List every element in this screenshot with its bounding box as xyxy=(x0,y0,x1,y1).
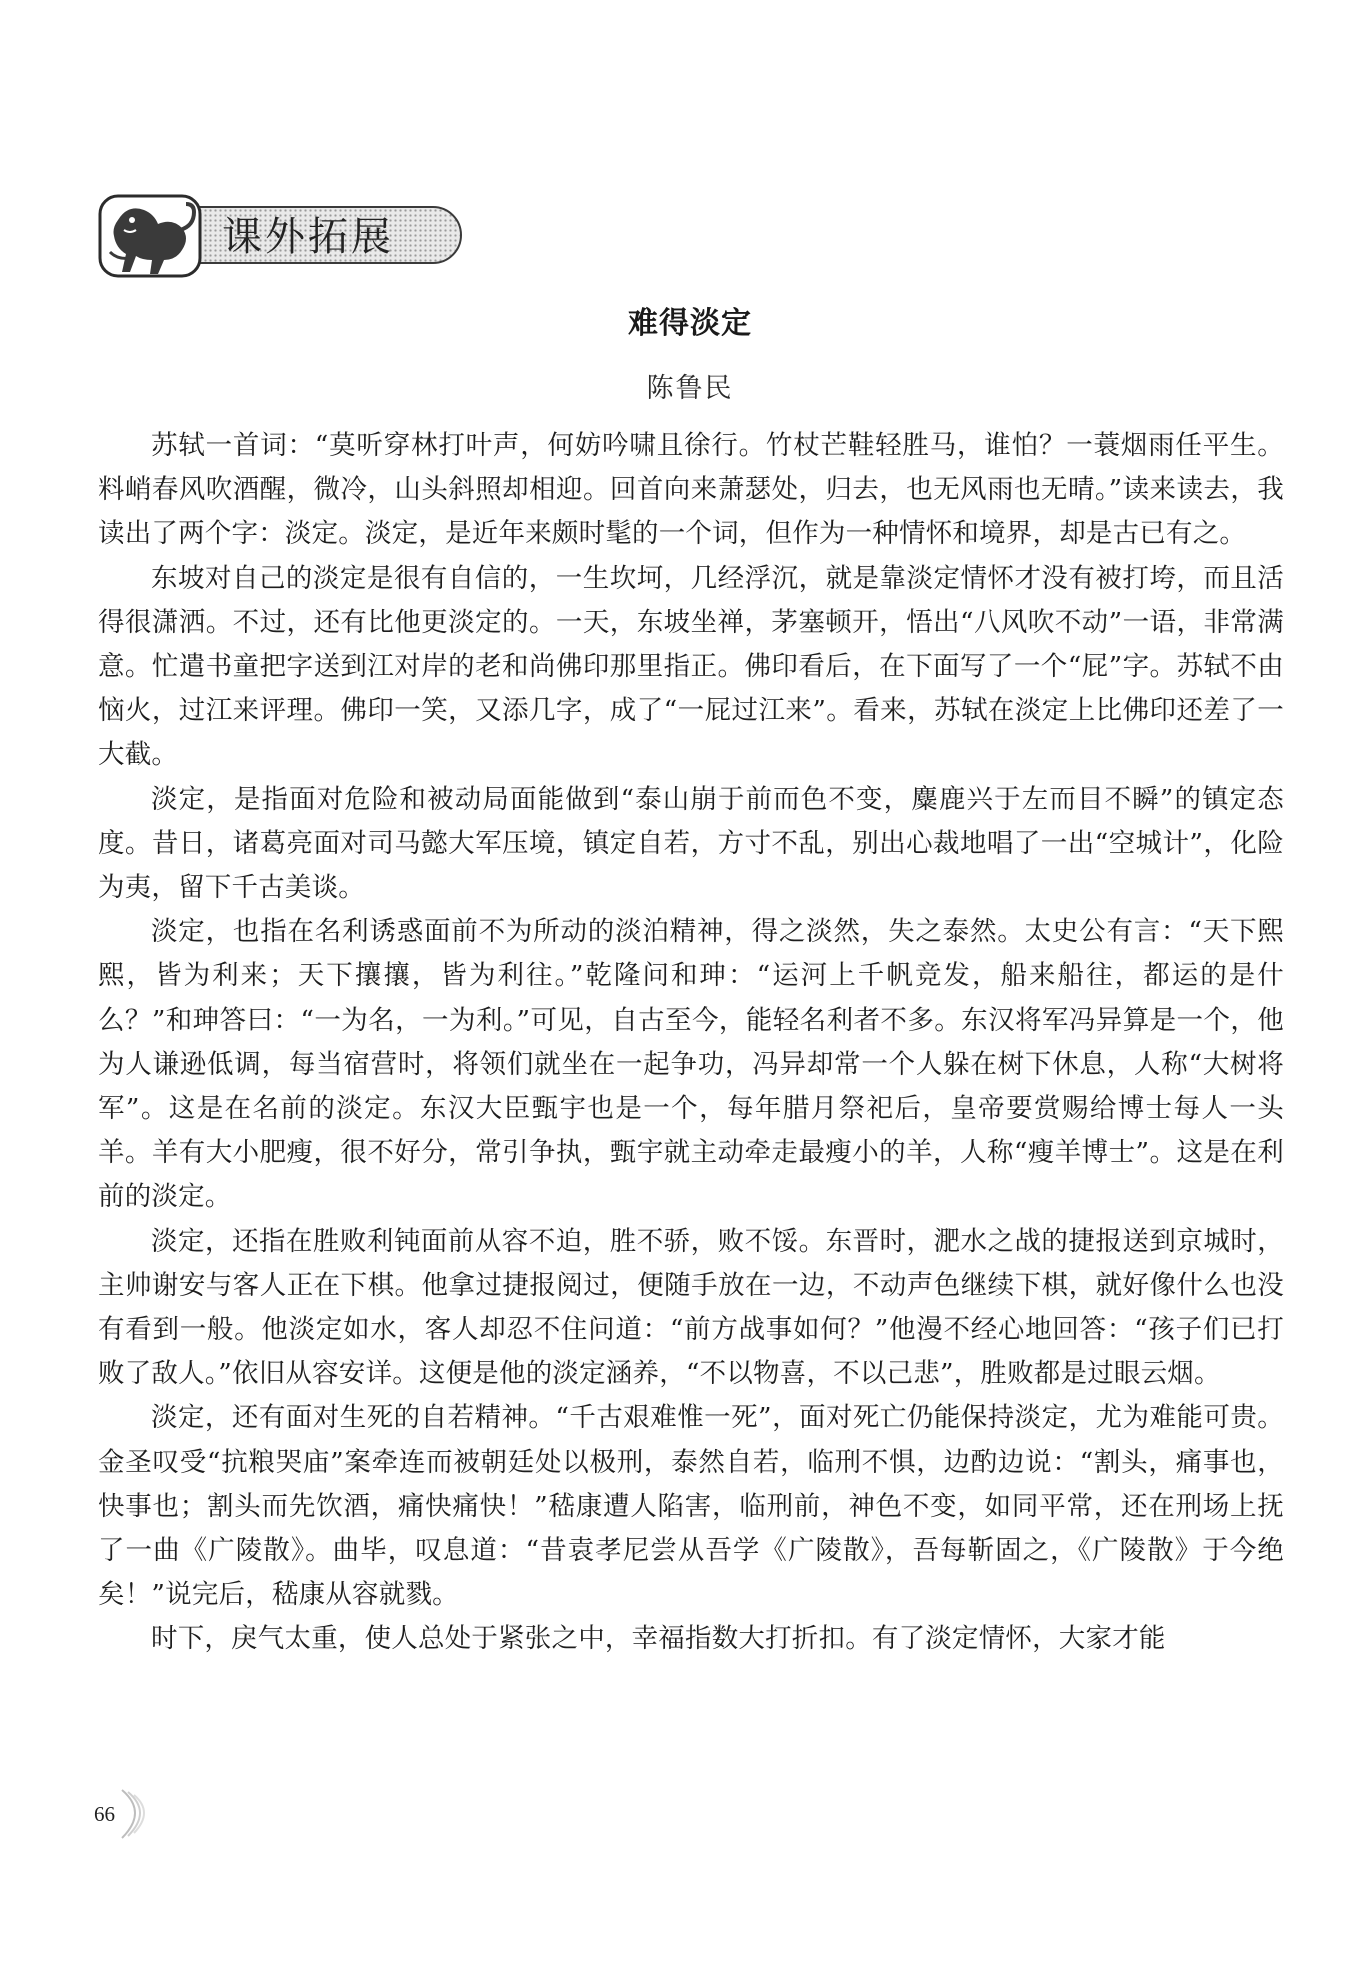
paragraph: 苏轼一首词：“莫听穿林打叶声，何妨吟啸且徐行。竹杖芒鞋轻胜马，谁怕？一蓑烟雨任平生。料峭春风吹酒醒，微冷，山头斜照却相迎。回首向来萧瑟处，归去，也无风雨也无晴。”读来读去，我读出了两个字：淡定。淡定，是近年来颇时髦的一个词，但作为一种情怀和境界，却是古已有之。 xyxy=(98,430,1284,550)
section-label: 课外拓展 xyxy=(222,214,394,260)
section-badge xyxy=(96,190,394,276)
paragraph: 淡定，是指面对危险和被动局面能做到“泰山崩于前而色不变，麋鹿兴于左而目不瞬”的镇定态度。昔日，诸葛亮面对司马懿大军压境，镇定自若，方寸不乱，别出心裁地唱了一出“空城计”，化险为夷，留下千古美谈。 xyxy=(98,783,1284,904)
article-body xyxy=(98,424,1284,1662)
article-author: 陈鲁民 xyxy=(646,373,734,404)
page-number: 66 xyxy=(94,1802,115,1826)
paragraph: 淡定，也指在名利诱惑面前不为所动的淡泊精神，得之淡然，失之泰然。太史公有言：“天下熙熙，皆为利来；天下攘攘，皆为利往。”乾隆问和珅：“运河上千帆竞发，船来船往，都运的是什么？”和珅答曰：“一为名，一为利。”可见，自古至今，能轻名利者不多。东汉将军冯异算是一个，他为人谦逊低调，每当宿营时，将领们就坐在一起争功，冯异却常一个人躲在树下休息，人称“大树将军”。这是在名前的淡定。东汉大臣甄宇也是一个，每年腊月祭祀后，皇帝要赏赐给博士每人一头羊。羊有大小肥瘦，很不好分，常引争执，甄宇就主动牵走最瘦小的羊，人称“瘦羊博士”。这是在利前的淡定。 xyxy=(98,916,1284,1213)
paragraph: 东坡对自己的淡定是很有自信的，一生坎坷，几经浮沉，就是靠淡定情怀才没有被打垮，而且活得很潇洒。不过，还有比他更淡定的。一天，东坡坐禅，茅塞顿开，悟出“八风吹不动”一语，非常满意。忙遣书童把字送到江对岸的老和尚佛印那里指正。佛印看后，在下面写了一个“屁”字。苏轼不由恼火，过江来评理。佛印一笑，又添几字，成了“一屁过江来”。看来，苏轼在淡定上比佛印还差了一大截。 xyxy=(98,562,1284,771)
article-title: 难得淡定 xyxy=(628,306,752,341)
page-corner-arc-icon xyxy=(116,1786,156,1842)
page-footer xyxy=(72,1784,162,1844)
paragraph: 淡定，还指在胜败利钝面前从容不迫，胜不骄，败不馁。东晋时，淝水之战的捷报送到京城时，主帅谢安与客人正在下棋。他拿过捷报阅过，便随手放在一边，不动声色继续下棋，就好像什么也没有看到一般。他淡定如水，客人却忍不住问道：“前方战事如何？”他漫不经心地回答：“孩子们已打败了敌人。”依旧从容安详。这便是他的淡定涵养，“不以物喜，不以己悲”，胜败都是过眼云烟。 xyxy=(98,1225,1284,1390)
monkey-emblem-icon xyxy=(96,190,208,282)
paragraph: 淡定，还有面对生死的自若精神。“千古艰难惟一死”，面对死亡仍能保持淡定，尤为难能可贵。金圣叹受“抗粮哭庙”案牵连而被朝廷处以极刑，泰然自若，临刑不惧，边酌边说：“割头，痛事也，快事也；割头而先饮酒，痛快痛快！”嵇康遭人陷害，临刑前，神色不变，如同平常，还在刑场上抚了一曲《广陵散》。曲毕，叹息道：“昔袁孝尼尝从吾学《广陵散》，吾每靳固之，《广陵散》于今绝矣！”说完后，嵇康从容就戮。 xyxy=(98,1402,1284,1611)
paragraph: 时下，戾气太重，使人总处于紧张之中，幸福指数大打折扣。有了淡定情怀，大家才能 xyxy=(151,1623,1166,1655)
